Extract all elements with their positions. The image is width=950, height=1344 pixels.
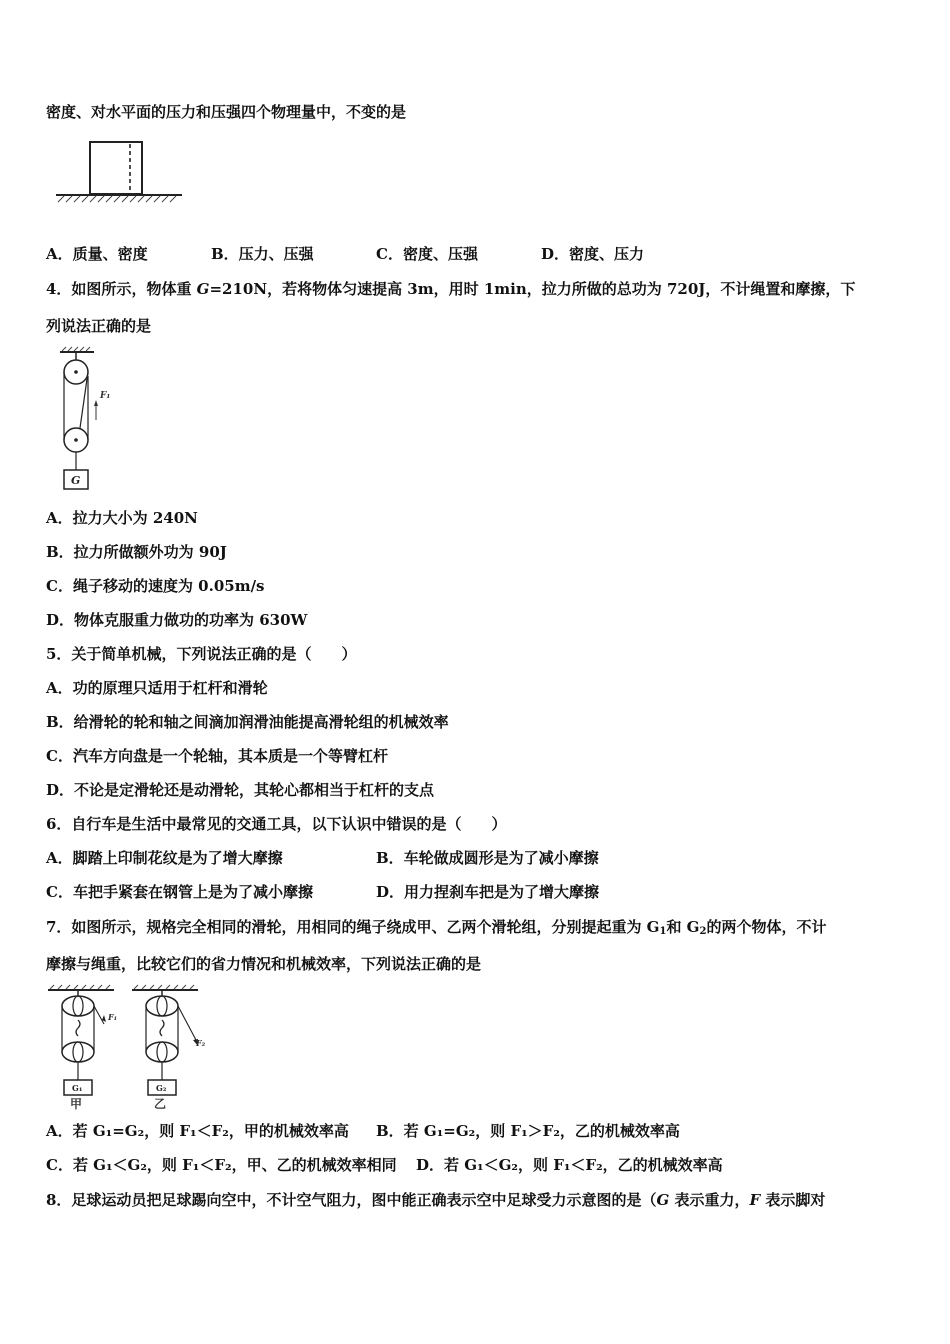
q7-option-b[interactable]: B．若 G₁=G₂，则 F₁＞F₂，乙的机械效率高: [376, 1122, 680, 1140]
q7-fig-f1-label: F₁: [108, 1012, 118, 1022]
q3-option-d[interactable]: D．密度、压力: [541, 245, 645, 263]
q3-option-a[interactable]: A．质量、密度: [46, 245, 148, 263]
two-pulley-systems-figure: [46, 984, 216, 1110]
q4-option-d[interactable]: D．物体克服重力做功的功率为 630W: [46, 611, 308, 629]
q7-fig-yi-label: 乙: [154, 1097, 167, 1110]
q5-stem: 5．关于简单机械，下列说法正确的是（ ）: [46, 645, 357, 663]
q7-fig-f2-label: F₂: [196, 1038, 206, 1048]
q5-option-d[interactable]: D．不论是定滑轮还是动滑轮，其轮心都相当于杠杆的支点: [46, 781, 435, 799]
q4-option-c[interactable]: C．绳子移动的速度为 0.05m/s: [46, 577, 265, 595]
q6-option-c[interactable]: C．车把手紧套在钢管上是为了减小摩擦: [46, 883, 313, 901]
q5-option-b[interactable]: B．给滑轮的轮和轴之间滴加润滑油能提高滑轮组的机械效率: [46, 713, 449, 731]
q4-option-a[interactable]: A．拉力大小为 240N: [46, 509, 198, 527]
q4-option-b[interactable]: B．拉力所做额外功为 90J: [46, 543, 227, 561]
q6-option-a[interactable]: A．脚踏上印制花纹是为了增大摩擦: [46, 849, 283, 867]
q7-options-row1: [46, 1121, 680, 1141]
q5-option-c[interactable]: C．汽车方向盘是一个轮轴，其本质是一个等臂杠杆: [46, 747, 388, 765]
q7-fig-g2-label: G₂: [156, 1083, 167, 1093]
q6-stem: 6．自行车是生活中最常见的交通工具，以下认识中错误的是（ ）: [46, 815, 507, 833]
q4-stem-line2: 列说法正确的是: [46, 317, 152, 335]
q3-stem: 密度、对水平面的压力和压强四个物理量中，不变的是: [46, 103, 407, 121]
q8-stem: 8．足球运动员把足球踢向空中，不计空气阻力，图中能正确表示空中足球受力示意图的是（G 表示重力，F 表示脚对: [46, 1191, 826, 1209]
q5-option-a[interactable]: A．功的原理只适用于杠杆和滑轮: [46, 679, 268, 697]
q6-option-d[interactable]: D．用力捏刹车把是为了增大摩擦: [376, 883, 600, 901]
q4-stem-line1: 4．如图所示，物体重 G=210N，若将物体匀速提高 3m，用时 1min，拉力所做的总功为 720J，不计绳置和摩擦，下: [46, 280, 856, 298]
q7-option-c[interactable]: C．若 G₁＜G₂，则 F₁＜F₂，甲、乙的机械效率相同: [46, 1156, 397, 1174]
q3-options: [46, 244, 644, 264]
q7-options-row2: [46, 1155, 723, 1175]
q3-option-b[interactable]: B．压力、压强: [211, 245, 314, 263]
q7-fig-g1-label: G₁: [72, 1083, 83, 1093]
pulley-system-figure: [56, 346, 126, 494]
q4-fig-weight-label: G: [71, 474, 81, 487]
q4-fig-force-label: F₁: [100, 391, 111, 401]
block-on-surface-figure: [54, 138, 186, 204]
q7-stem-line1: 7．如图所示，规格完全相同的滑轮，用相同的绳子绕成甲、乙两个滑轮组，分别提起重为 $G_1$和 $G_2$的两个物体，不计: [46, 918, 827, 937]
q6-options-row1: [46, 848, 599, 868]
q7-option-a[interactable]: A．若 G₁=G₂，则 F₁＜F₂，甲的机械效率高: [46, 1122, 349, 1140]
q7-stem-line2: 摩擦与绳重，比较它们的省力情况和机械效率，下列说法正确的是: [46, 955, 482, 973]
q6-option-b[interactable]: B．车轮做成圆形是为了减小摩擦: [376, 849, 599, 867]
q3-option-c[interactable]: C．密度、压强: [376, 245, 478, 263]
q6-options-row2: [46, 882, 599, 902]
q7-fig-jia-label: 甲: [70, 1097, 83, 1110]
q7-option-d[interactable]: D．若 G₁＜G₂，则 F₁＜F₂，乙的机械效率高: [416, 1156, 723, 1174]
